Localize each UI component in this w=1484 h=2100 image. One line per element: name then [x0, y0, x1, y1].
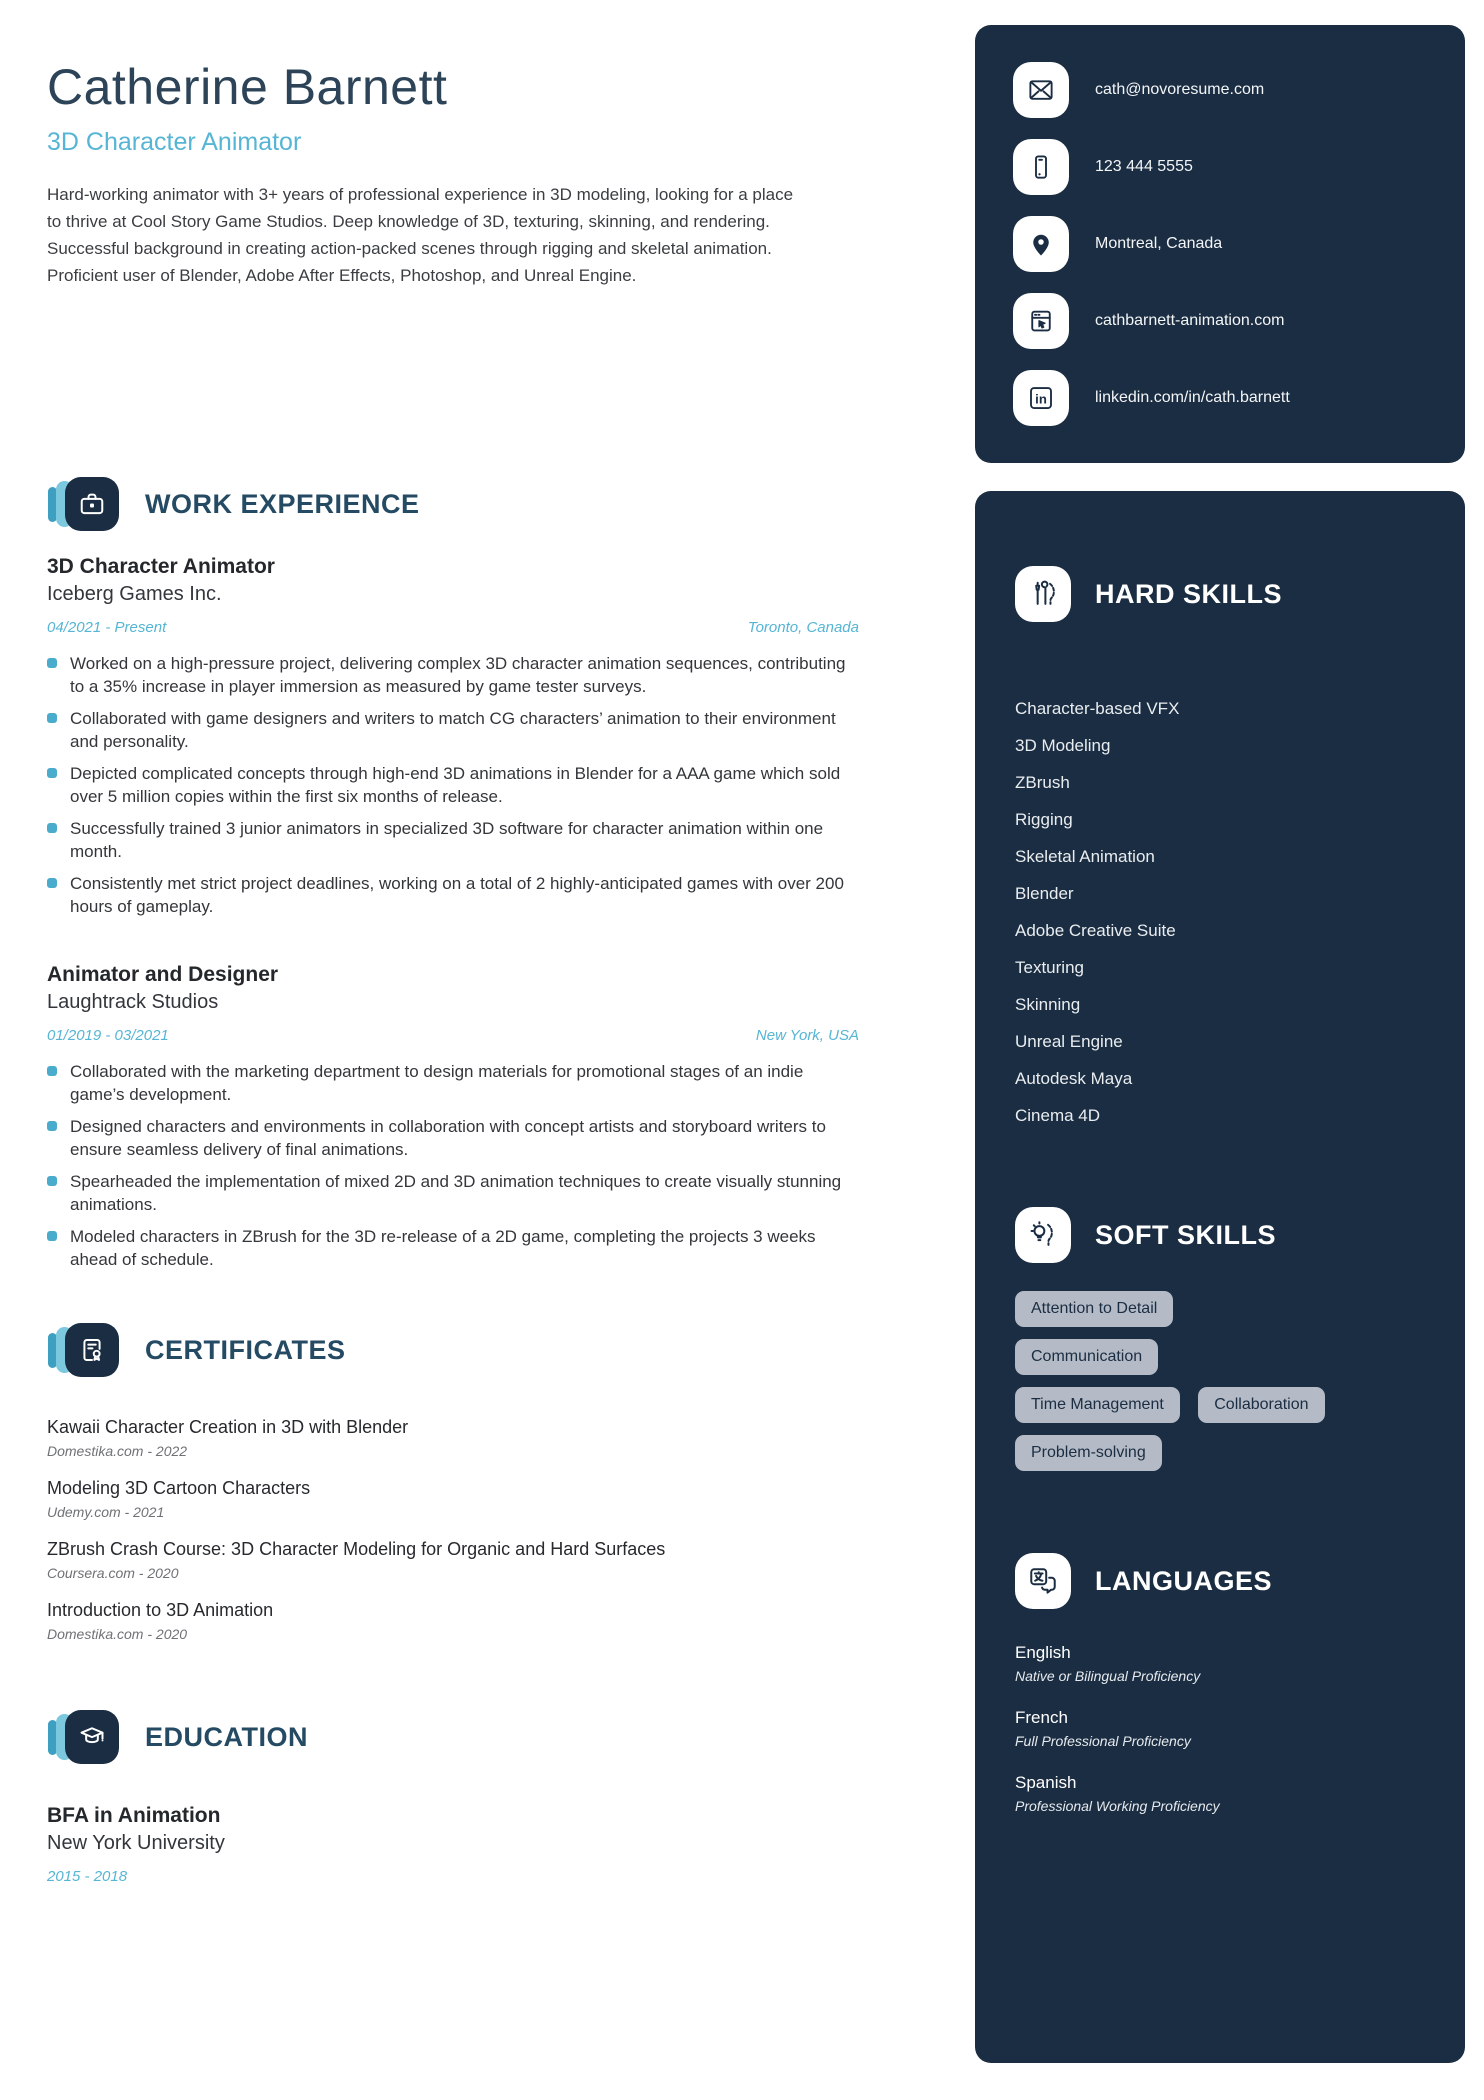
website-icon — [1013, 293, 1069, 349]
hard-skill: Skeletal Animation — [1015, 846, 1155, 866]
sidebar — [975, 25, 1465, 2063]
hard-skill: Adobe Creative Suite — [1015, 920, 1176, 940]
job-title: Animator and Designer — [47, 963, 279, 986]
soft-skill-pill: Attention to Detail — [1015, 1291, 1173, 1327]
hard-skill: Texturing — [1015, 957, 1084, 977]
location-pin-icon — [1013, 216, 1069, 272]
hard-skill: ZBrush — [1015, 772, 1070, 792]
hard-skill: Unreal Engine — [1015, 1031, 1123, 1051]
certificate-list — [47, 1417, 859, 1642]
languages-section-header — [1015, 1553, 1425, 1609]
bullet-marker — [47, 1121, 57, 1131]
job-bullet: Collaborated with the marketing department to design materials for promotional stages of an indie game’s development. — [47, 1060, 859, 1106]
soft-skills-list — [1015, 1291, 1425, 1471]
soft-skills-title: SOFT SKILLS — [1095, 1219, 1276, 1250]
job-entry — [47, 963, 859, 1271]
soft-skill-pill: Time Management — [1015, 1387, 1180, 1423]
education-degree: BFA in Animation — [47, 1804, 221, 1827]
certificates-title: CERTIFICATES — [145, 1334, 346, 1365]
job-bullet-list — [47, 652, 859, 918]
bullet-marker — [47, 713, 57, 723]
language-level: Native or Bilingual Proficiency — [1015, 1668, 1201, 1684]
job-entry — [47, 555, 859, 918]
certificate-name: Kawaii Character Creation in 3D with Blender — [47, 1417, 409, 1437]
language-item — [1015, 1773, 1425, 1814]
email-icon — [1013, 62, 1069, 118]
hard-skill: 3D Modeling — [1015, 735, 1111, 755]
hard-skill: Blender — [1015, 883, 1074, 903]
bullet-marker — [47, 823, 57, 833]
job-bullet: Successfully trained 3 junior animators in specialized 3D software for character animation within one month. — [47, 817, 859, 863]
job-bullet: Consistently met strict project deadlines, working on a total of 2 highly-anticipated games with over 200 hours of gameplay. — [47, 872, 859, 918]
job-title: 3D Character Animator — [47, 555, 275, 578]
job-dates: 04/2021 - Present — [47, 619, 167, 636]
job-bullet: Spearheaded the implementation of mixed 2D and 3D animation techniques to create visually stunning animations. — [47, 1170, 859, 1216]
certificates-section-header — [47, 1323, 859, 1377]
svg-text:in: in — [1035, 391, 1047, 407]
certificate-icon — [65, 1323, 119, 1377]
job-company: Laughtrack Studios — [47, 991, 219, 1013]
job-bullet: Collaborated with game designers and writers to match CG characters’ animation to their environment and personality. — [47, 707, 859, 753]
certificate-item — [47, 1600, 859, 1642]
education-dates: 2015 - 2018 — [47, 1868, 128, 1885]
education-section-header — [47, 1710, 859, 1764]
job-bullet: Modeled characters in ZBrush for the 3D re-release of a 2D game, completing the projects 3 weeks ahead of schedule. — [47, 1225, 859, 1271]
soft-skill-pill: Problem-solving — [1015, 1435, 1162, 1471]
soft-skill-pill: Collaboration — [1198, 1387, 1324, 1423]
soft-skill-pill: Communication — [1015, 1339, 1158, 1375]
languages-list — [1015, 1643, 1425, 1814]
work-experience-section-header — [47, 477, 859, 531]
certificate-item — [47, 1478, 859, 1520]
hard-skills-title: HARD SKILLS — [1095, 578, 1282, 609]
contact-email[interactable]: cath@novoresume.com — [1095, 81, 1265, 98]
graduation-cap-icon — [65, 1710, 119, 1764]
contact-row-phone[interactable] — [1013, 139, 1441, 195]
candidate-name: Catherine Barnett — [47, 59, 448, 115]
education-title: EDUCATION — [145, 1721, 308, 1752]
hard-skills-list — [1015, 690, 1425, 1134]
profile-summary: Hard-working animator with 3+ years of professional experience in 3D modeling, looking for a place to thrive at Cool Story Game Studios. Deep knowledge of 3D, texturing, skinning, and rendering. Successful background in creating action-packed scenes through rigging and skeletal animation. Proficient user of Blender, Adobe After Effects, Photoshop, and Unreal Engine. — [47, 185, 794, 285]
language-item — [1015, 1643, 1425, 1684]
contact-card — [975, 25, 1465, 463]
job-location: Toronto, Canada — [747, 619, 859, 636]
phone-icon — [1013, 139, 1069, 195]
briefcase-icon — [65, 477, 119, 531]
soft-skills-icon — [1015, 1207, 1071, 1263]
job-location: New York, USA — [755, 1027, 859, 1044]
certificate-name: Modeling 3D Cartoon Characters — [47, 1478, 311, 1498]
language-level: Full Professional Proficiency — [1015, 1733, 1191, 1749]
hard-skill: Character-based VFX — [1015, 698, 1180, 718]
certificate-item — [47, 1539, 859, 1581]
linkedin-icon — [1013, 370, 1069, 426]
hard-skill: Rigging — [1015, 809, 1073, 829]
bullet-marker — [47, 1066, 57, 1076]
language-name: Spanish — [1015, 1773, 1077, 1792]
education-school: New York University — [47, 1832, 225, 1854]
skills-card — [975, 491, 1465, 2063]
work-experience-title: WORK EXPERIENCE — [145, 488, 420, 519]
contact-row-email[interactable] — [1013, 62, 1441, 118]
languages-title: LANGUAGES — [1095, 1565, 1273, 1596]
bullet-marker — [47, 768, 57, 778]
certificate-name: ZBrush Crash Course: 3D Character Modeling for Organic and Hard Surfaces — [47, 1539, 666, 1559]
candidate-job-title: 3D Character Animator — [47, 128, 302, 156]
language-name: English — [1015, 1643, 1071, 1662]
certificate-source: Coursera.com - 2020 — [47, 1565, 179, 1581]
job-bullet: Designed characters and environments in collaboration with concept artists and storyboard writers to ensure seamless delivery of final animations. — [47, 1115, 859, 1161]
bullet-marker — [47, 878, 57, 888]
certificate-source: Domestika.com - 2022 — [47, 1443, 188, 1459]
job-bullet-list — [47, 1060, 859, 1271]
contact-row-linkedin[interactable] — [1013, 370, 1441, 426]
certificate-name: Introduction to 3D Animation — [47, 1600, 274, 1620]
bullet-marker — [47, 1231, 57, 1241]
hard-skill: Autodesk Maya — [1015, 1068, 1133, 1088]
contact-row-website[interactable] — [1013, 293, 1441, 349]
job-company: Iceberg Games Inc. — [47, 583, 222, 605]
hard-skill: Cinema 4D — [1015, 1105, 1101, 1125]
main-column — [47, 0, 859, 1885]
contact-website[interactable]: cathbarnett-animation.com — [1095, 312, 1285, 329]
hard-skills-section-header — [1015, 566, 1425, 622]
hard-skill: Skinning — [1015, 994, 1081, 1014]
bullet-marker — [47, 1176, 57, 1186]
certificate-source: Udemy.com - 2021 — [47, 1504, 165, 1520]
job-dates: 01/2019 - 03/2021 — [47, 1027, 169, 1044]
contact-phone[interactable]: 123 444 5555 — [1095, 158, 1193, 175]
certificate-source: Domestika.com - 2020 — [47, 1626, 188, 1642]
languages-icon — [1015, 1553, 1071, 1609]
bullet-marker — [47, 658, 57, 668]
language-name: French — [1015, 1708, 1068, 1727]
education-entry — [47, 1804, 859, 1885]
certificate-item — [47, 1417, 859, 1459]
job-bullet: Depicted complicated concepts through high-end 3D animations in Blender for a AAA game which sold over 5 million copies within the first six months of release. — [47, 762, 859, 808]
language-level: Professional Working Proficiency — [1015, 1798, 1220, 1814]
contact-location[interactable]: Montreal, Canada — [1095, 235, 1223, 252]
soft-skills-section-header — [1015, 1207, 1425, 1263]
contact-row-location[interactable] — [1013, 216, 1441, 272]
hard-skills-icon — [1015, 566, 1071, 622]
language-item — [1015, 1708, 1425, 1749]
contact-linkedin[interactable]: linkedin.com/in/cath.barnett — [1095, 389, 1290, 406]
job-bullet: Worked on a high-pressure project, delivering complex 3D character animation sequences, contributing to a 35% increase in player immersion as measured by game tester surveys. — [47, 652, 859, 698]
